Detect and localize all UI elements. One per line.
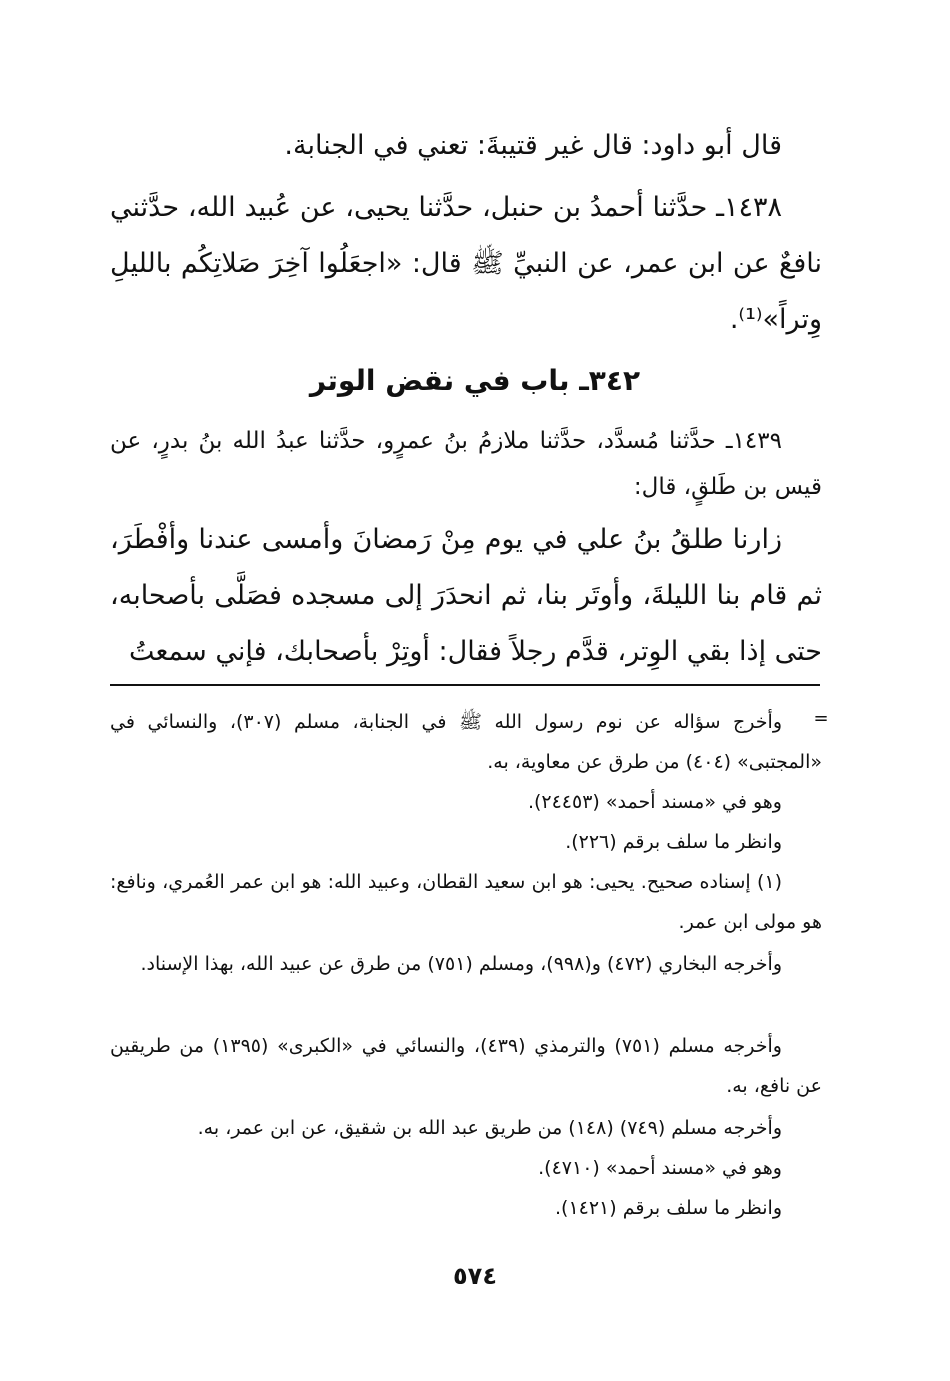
hadith-1439-text: زارنا طلقُ بنُ علي في يوم مِنْ رَمضانَ وأمسى عندنا وأفْطَرَ، ثم قام بنا الليلةَ، وأوتَر بنا، ثم انحدَرَ إلى مسجده فصَلَّى بأصحابه، حتى إذا بقي الوِتر، قدَّم رجلاً فقال: أوتِرْ بأصحابك، فإني سمعتُ [110, 524, 822, 667]
footnote-line: وهو في «مسند أحمد» (٤٧١٠). [538, 1157, 782, 1179]
text-line-abu-dawud: قال أبو داود: قال غير قتيبةَ: تعني في الجنابة. [284, 130, 782, 161]
page-number: ٥٧٤ [453, 1262, 497, 1290]
footnote-line: وانظر ما سلف برقم (١٤٢١). [554, 1197, 782, 1219]
chapter-heading: ٣٤٢ـ باب في نقض الوتر [309, 364, 641, 397]
footnote-line: وانظر ما سلف برقم (٢٢٦). [565, 831, 782, 853]
footnote-line: وهو في «مسند أحمد» (٢٤٤٥٣). [527, 791, 782, 813]
footnote-separator [110, 684, 820, 686]
footnote-line: وأخرجه مسلم (٧٤٩) (١٤٨) من طريق عبد الله بن شقيق، عن ابن عمر، به. [197, 1117, 782, 1139]
continuation-mark: = [813, 708, 829, 729]
hadith-1438: ١٤٣٨ـ حدَّثنا أحمدُ بن حنبل، حدَّثنا يحيى، عن عُبيد الله، حدَّثني نافعٌ عن ابن عمر، عن النبيِّ ﷺ قال: «اجعَلُوا آخِرَ صَلاتِكُم بالليلِ وِتراً»⁽¹⁾. [110, 192, 822, 335]
footnote-line: وأخرجه البخاري (٤٧٢) و(٩٩٨)، ومسلم (٧٥١) من طرق عن عبيد الله، بهذا الإسناد. [140, 953, 782, 975]
footnote-continued: وأخرج سؤاله عن نوم رسول الله ﷺ في الجنابة، مسلم (٣٠٧)، والنسائي في «المجتبى» (٤٠٤) من طرق عن معاوية، به. [110, 711, 822, 773]
footnote-1: (١) إسناده صحيح. يحيى: هو ابن سعيد القطان، وعبيد الله: هو ابن عمر العُمري، ونافع: هو مولى ابن عمر. [110, 871, 822, 933]
footnote-line: وأخرجه مسلم (٧٥١) والترمذي (٤٣٩)، والنسائي في «الكبرى» (١٣٩٥) من طريقين عن نافع، به. [110, 1035, 822, 1097]
hadith-1439-isnad: ١٤٣٩ـ حدَّثنا مُسدَّد، حدَّثنا ملازمُ بنُ عمرٍو، حدَّثنا عبدُ الله بنُ بدرٍ، عن قيس بن طَلقٍ، قال: [110, 428, 822, 500]
